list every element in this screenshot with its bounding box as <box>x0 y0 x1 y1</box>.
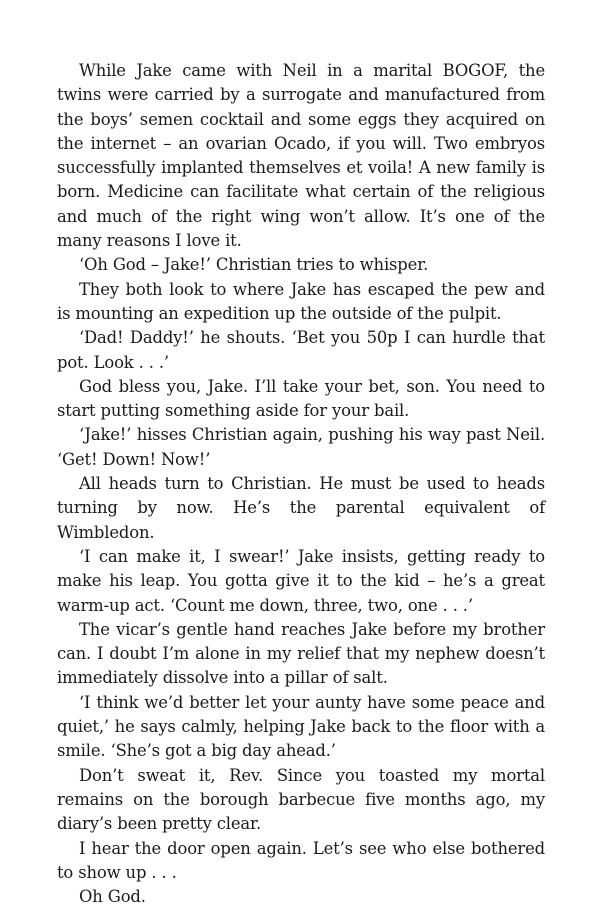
paragraph: Oh God. <box>79 887 146 907</box>
paragraph: Don’t sweat it, Rev. Since you toasted my mortal remains on the borough barbecue five months ago, my diary’s been pretty clear. <box>57 765 545 834</box>
paragraph: All heads turn to Christian. He must be used to heads turning by now. He’s the parental equivalent of Wimbledon. <box>57 474 545 542</box>
paragraph: ‘I can make it, I swear!’ Jake insists, getting ready to make his leap. You gotta give it to the kid – he’s a great warm-up act. ‘Count me down, three, two, one . . .’ <box>57 546 545 615</box>
paragraph: They both look to where Jake has escaped the pew and is mounting an expedition up the outside of the pulpit. <box>57 279 545 323</box>
paragraph: I hear the door open again. Let’s see who else bothered to show up . . . <box>57 838 545 882</box>
paragraph: While Jake came with Neil in a marital BOGOF, the twins were carried by a surrogate and manufactured from the boys’ semen cocktail and some eggs they acquired on the internet – an ovarian Ocado, if you will. Two embryos successfully implanted themselves et voila! A new family is born. Medicine can facilitate what certain of the religious and much of the right wing won’t allow. It’s one of the many reasons I love it. <box>57 61 545 251</box>
paragraph: ‘Oh God – Jake!’ Christian tries to whisper. <box>79 255 429 275</box>
paragraph: God bless you, Jake. I’ll take your bet, son. You need to start putting something aside for your bail. <box>57 376 545 421</box>
paragraph: ‘Jake!’ hisses Christian again, pushing his way past Neil. ‘Get! Down! Now!’ <box>57 425 545 469</box>
paragraph: The vicar’s gentle hand reaches Jake before my brother can. I doubt I’m alone in my relief that my nephew doesn’t immediately dissolve into a pillar of salt. <box>57 619 545 688</box>
paragraph: ‘Dad! Daddy!’ he shouts. ‘Bet you 50p I can hurdle that pot. Look . . .’ <box>57 328 545 372</box>
page-body <box>57 59 545 909</box>
paragraph: ‘I think we’d better let your aunty have some peace and quiet,’ he says calmly, helping Jake back to the floor with a smile. ‘She’s got a big day ahead.’ <box>57 692 545 761</box>
